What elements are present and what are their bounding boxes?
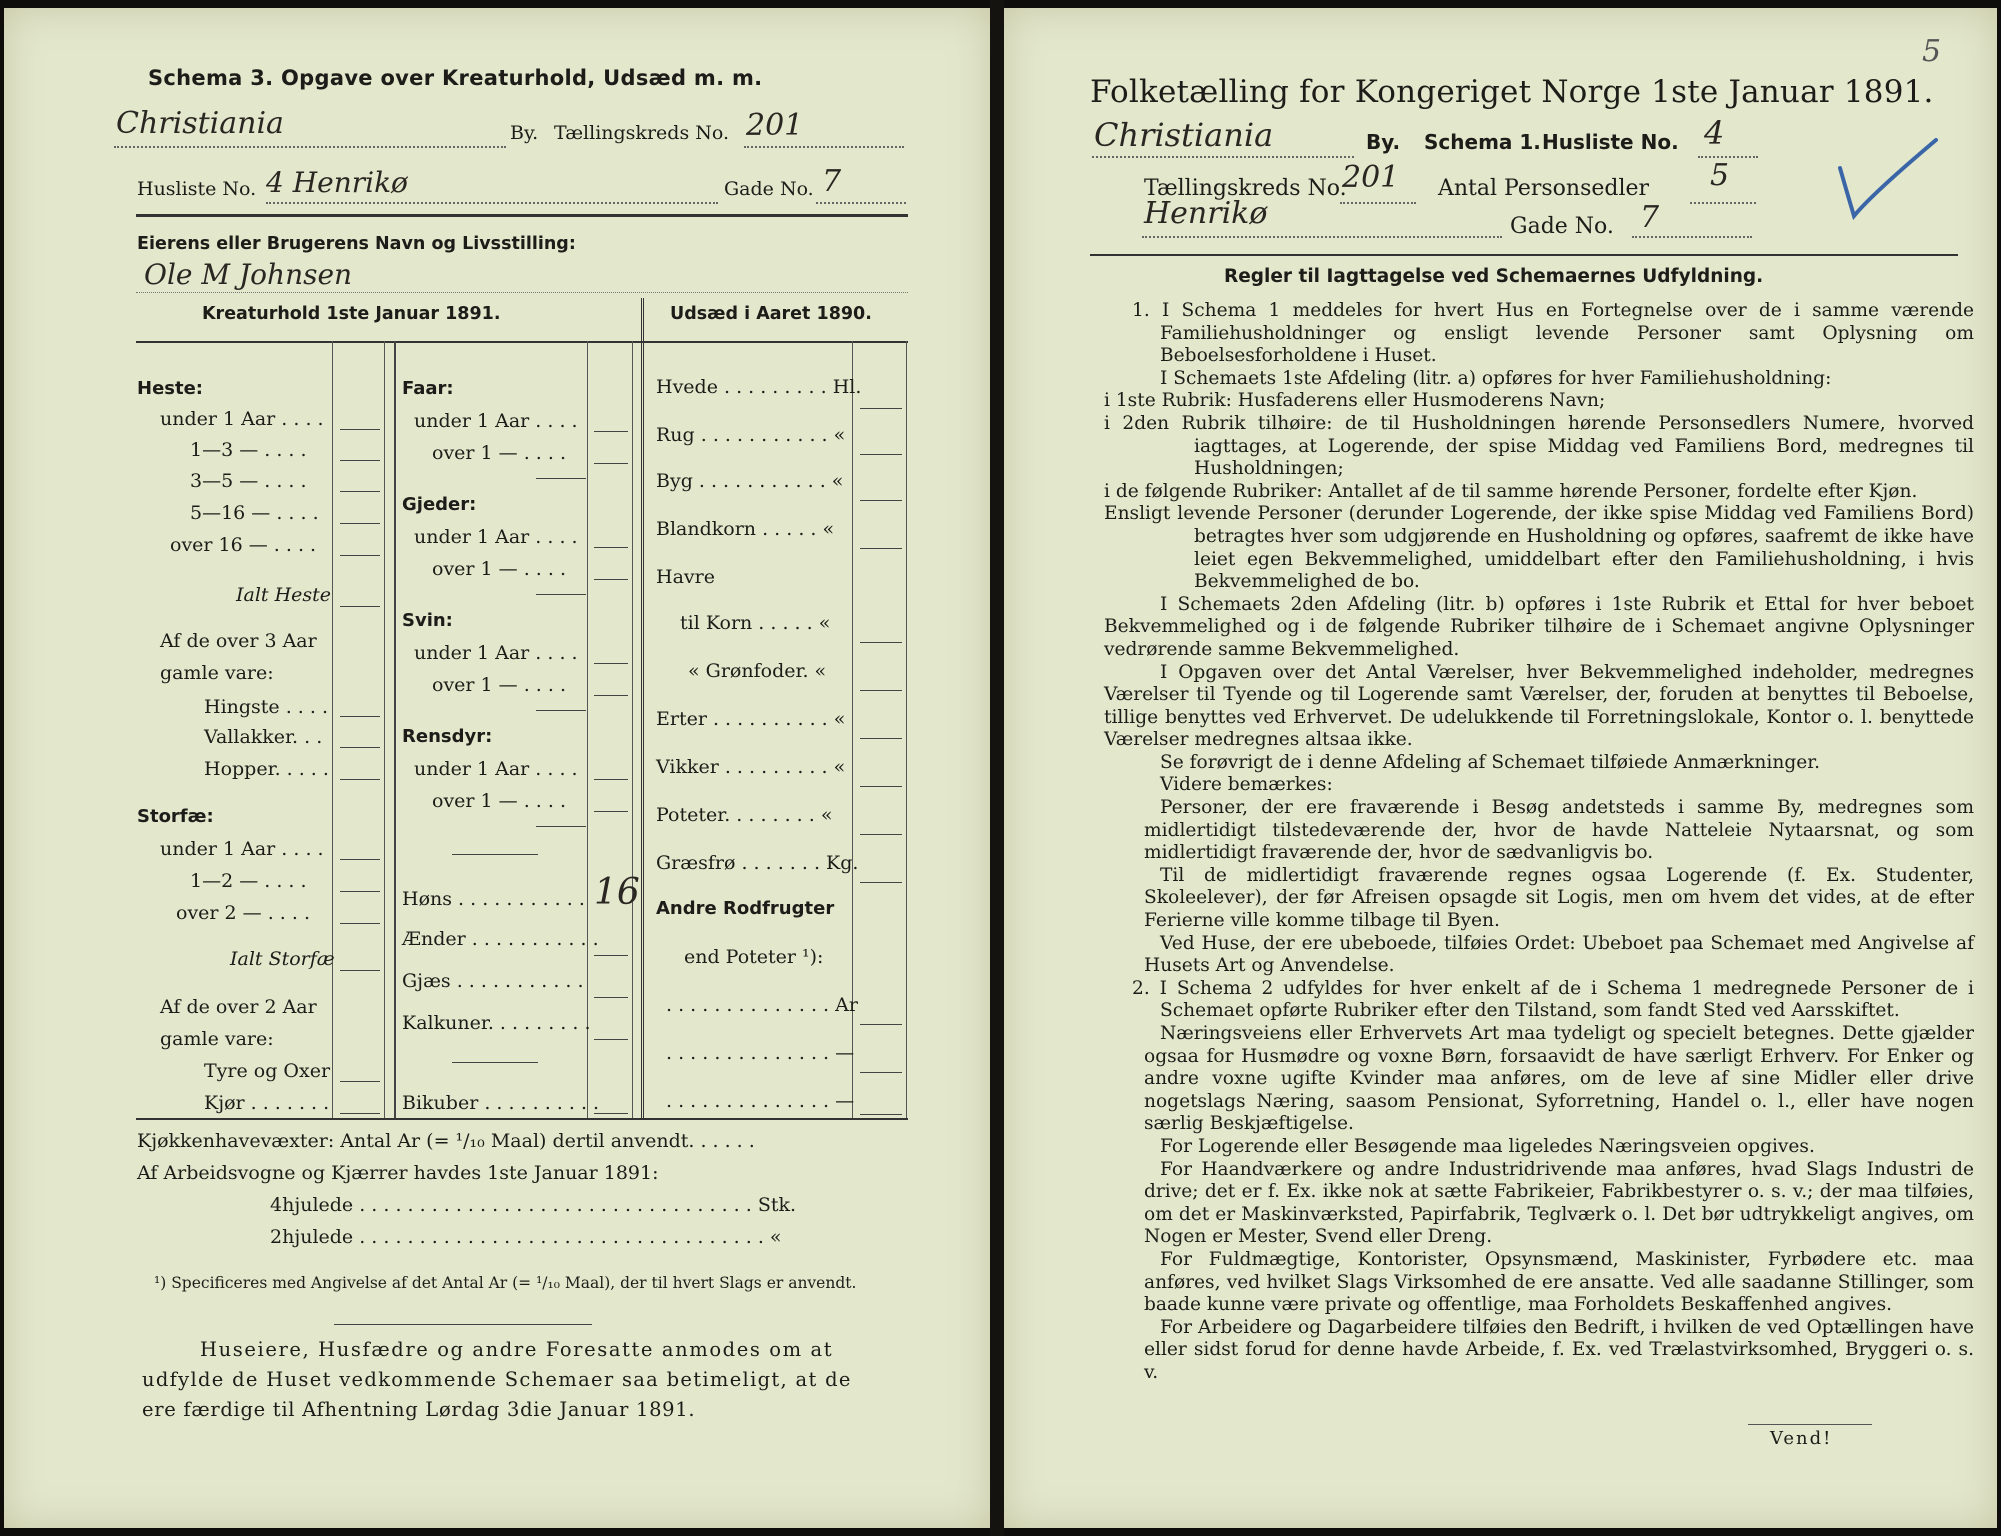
faar-label: Faar: <box>402 378 454 399</box>
rule-paragraph: Ved Huse, der ere ubeboede, tilføies Ordet: Ubeboet paa Schemaet med Angivelse af Husets Art og Anvendelse. <box>1144 932 1974 977</box>
udsaed-row: Byg . . . . . . . . . . . « <box>656 470 844 492</box>
kreatur-row: gamle vare: <box>160 662 274 684</box>
kreatur-row: Kalkuner. . . . . . . . . <box>402 1012 591 1034</box>
rule-paragraph: i 1ste Rubrik: Husfaderens eller Husmoderens Navn; <box>1104 390 1606 412</box>
rules-body <box>1104 300 1974 1385</box>
kreds-label: Tællingskreds No. <box>554 122 729 144</box>
rule-paragraph: Ensligt levende Personer (derunder Logerende, der ikke spise Middag ved Familiens Bord) betragtes hver som udgjørende en Husholdning og opføres, saafremt de ikke have leiet egen Bekvemmelighed, umiddelbart efter den Familiehusholdning, i hvis Bekvemmelighed de bo. <box>1104 503 1974 593</box>
gade-label: Gade No. <box>724 178 814 200</box>
kreatur-row: under 1 Aar . . . . <box>414 410 578 432</box>
book-gutter <box>990 0 1004 1536</box>
kreds-handwritten: 201 <box>1342 160 1400 195</box>
kreatur-row: 5—16 — . . . . <box>190 502 319 524</box>
vogne-line: Af Arbeidsvogne og Kjærrer havdes 1ste Januar 1891: <box>137 1162 659 1184</box>
bottom-note-line3: ere færdige til Afhentning Lørdag 3die Januar 1891. <box>142 1398 696 1421</box>
kreatur-row: 3—5 — . . . . <box>190 470 307 492</box>
rule-paragraph: For Arbeidere og Dagarbeidere tilføies den Bedrift, i hvilken de ved Optællingen have eller sidst forud for denne havde Arbeide, f. Ex. ved Trælastvirksomhed, Bryggeri o. s. v. <box>1144 1316 1974 1383</box>
udsaed-row: Vikker . . . . . . . . . « <box>656 756 846 778</box>
kreatur-row: Hopper. . . . . <box>204 758 329 780</box>
kreatur-row: Hingste . . . . <box>204 696 328 718</box>
kreatur-row: Gjæs . . . . . . . . . . . <box>402 970 584 992</box>
kreatur-row: 1—2 — . . . . <box>190 870 307 892</box>
kreatur-row: Høns . . . . . . . . . . . <box>402 888 585 910</box>
kreds-label: Tællingskreds No. <box>1144 176 1347 201</box>
vend-note: Vend! <box>1770 1428 1833 1449</box>
rule-paragraph: i 2den Rubrik tilhøire: de til Husholdningen hørende Personsedlers Numere, hvorved iagttages, at Logerende, der spise Middag ved Familiens Bord, medregnes til Husholdningen; <box>1104 412 1974 480</box>
checkmark-icon <box>1832 134 1942 234</box>
husliste-label: Husliste No. <box>137 178 257 200</box>
rule-paragraph: Næringsveiens eller Erhvervets Art maa tydeligt og specielt betegnes. Dette gjælder ogsaa for Husmødre og voxne Børn, forsaavidt de have særligt Erhverv. For Enker og andre voxne ugifte Kvinder maa anføres, om de leve af sine Midler eller drive nogetslags Næring, saasom Pensionat, Syforretning, Handel o. l., eller have nogen særlig Beskjæftigelse. <box>1144 1023 1974 1135</box>
rule-paragraph: I Schemaets 2den Afdeling (litr. b) opføres i 1ste Rubrik et Ettal for hver beboet Bekvemmelighed og i de følgende Rubriker tilhøire de i Schemaet angivne Oplysninger vedrørende samme Bekvemmelighed. <box>1104 593 1974 660</box>
rule-paragraph: I Schemaets 1ste Afdeling (litr. a) opføres for hver Familiehusholdning: <box>1160 367 1832 389</box>
udsaed-header: Udsæd i Aaret 1890. <box>670 304 872 324</box>
rule-paragraph: Til de midlertidigt fraværende regnes ogsaa Logerende (f. Ex. Studenter, Skoleelever), der før Afreisen opsagde sit Logis, men om hvem det vides, at de efter Ferierne ville komme tilbage til Byen. <box>1144 864 1974 932</box>
kreatur-row: gamle vare: <box>160 1028 274 1050</box>
kreatur-row: over 1 — . . . . <box>432 674 566 696</box>
antal-label: Antal Personsedler <box>1438 176 1650 201</box>
udsaed-row: Poteter. . . . . . . . « <box>656 804 833 826</box>
hons-handwritten: 16 <box>594 872 640 913</box>
heste-label: Heste: <box>137 378 203 399</box>
udsaed-row: . . . . . . . . . . . . . . Ar <box>666 994 858 1016</box>
rule-paragraph: I Opgaven over det Antal Værelser, hver Bekvemmelighed indeholder, medregnes Værelser til Tyende og til Logerende samt Værelser, der, foruden at benyttes til Beboelse, tillige benyttes ved Erhvervet. De udelukkende til Forretningslokale, Kontor o. l. benyttede Værelser medregnes altsaa ikke. <box>1104 661 1974 751</box>
udsaed-row: Rug . . . . . . . . . . . « <box>656 424 846 446</box>
to-hjulede-line: 2hjulede . . . . . . . . . . . . . . . . . . . . . . . . . . . . . . . . . . « <box>270 1226 782 1248</box>
eier-handwritten: Ole M Johnsen <box>144 258 353 291</box>
udsaed-row: end Poteter ¹): <box>684 946 824 968</box>
kreatur-row: under 1 Aar . . . . <box>414 642 578 664</box>
udsaed-row: Havre <box>656 566 715 588</box>
by-label: By. <box>510 122 539 144</box>
kreatur-header: Kreaturhold 1ste Januar 1891. <box>202 304 501 324</box>
kreatur-row: under 1 Aar . . . . <box>160 838 324 860</box>
kreatur-row: over 1 — . . . . <box>432 442 566 464</box>
rule-paragraph: 1. I Schema 1 meddeles for hvert Hus en Fortegnelse over de i samme værende Familiehusholdninger og ensligt levende Personer samt Oplysning om Beboelsesforholdene i Huset. <box>1132 300 1974 367</box>
ialt-storfae: Ialt Storfæ <box>230 948 335 970</box>
eier-label: Eierens eller Brugerens Navn og Livsstilling: <box>137 234 576 254</box>
page-number: 5 <box>1922 34 1942 69</box>
census-title: Folketælling for Kongeriget Norge 1ste Januar 1891. <box>1090 74 1934 110</box>
gade-handwritten: 7 <box>822 164 842 199</box>
gjeder-label: Gjeder: <box>402 494 477 515</box>
udsaed-row: Andre Rodfrugter <box>656 898 835 919</box>
city-handwritten: Christiania <box>116 106 284 141</box>
bottom-note-line2: udfylde de Huset vedkommende Schemaer saa betimeligt, at de <box>142 1368 852 1391</box>
kreatur-row: Vallakker. . . <box>204 726 323 748</box>
udsaed-row: Blandkorn . . . . . « <box>656 518 835 540</box>
kreatur-row: Kjør . . . . . . . <box>204 1092 330 1114</box>
kreatur-row: Bikuber . . . . . . . . . . <box>402 1092 600 1114</box>
rule-paragraph: Se forøvrigt de i denne Afdeling af Schemaet tilføiede Anmærkninger. <box>1160 751 1820 773</box>
kreatur-row: Af de over 2 Aar <box>160 996 317 1018</box>
kreatur-row: over 1 — . . . . <box>432 790 566 812</box>
ialt-heste: Ialt Heste <box>236 584 332 606</box>
udsaed-row: til Korn . . . . . « <box>680 612 831 634</box>
kreatur-row: over 16 — . . . . <box>170 534 317 556</box>
rule-paragraph: Personer, der ere fraværende i Besøg andetsteds i samme By, medregnes som midlertidigt tilstedeværende der, hvor de havde Natteleie Nytaarsnat, og som midlertidigt fraværende der, hvor de sædvanligvis bo. <box>1144 797 1974 864</box>
udsaed-row: « Grønfoder. « <box>688 660 827 682</box>
rule-paragraph: Videre bemærkes: <box>1160 774 1333 796</box>
svin-label: Svin: <box>402 610 453 631</box>
bottom-note-line1: Huseiere, Husfædre og andre Foresatte anmodes om at <box>200 1338 834 1361</box>
left-page <box>4 8 990 1528</box>
kreatur-row: under 1 Aar . . . . <box>414 758 578 780</box>
kreatur-row: under 1 Aar . . . . <box>414 526 578 548</box>
city-handwritten: Christiania <box>1094 116 1274 154</box>
husliste-handwritten: 4 Henrikø <box>266 166 408 199</box>
udsaed-row: Græsfrø . . . . . . . Kg. <box>656 852 859 874</box>
kreatur-row: under 1 Aar . . . . <box>160 408 324 430</box>
kreatur-row: Ænder . . . . . . . . . . . <box>402 928 599 950</box>
schema3-title: Schema 3. Opgave over Kreaturhold, Udsæd m. m. <box>148 66 763 90</box>
kreatur-row: Af de over 3 Aar <box>160 630 317 652</box>
rule-paragraph: i de følgende Rubriker: Antallet af de til samme hørende Personer, fordelte efter Kjøn. <box>1104 480 1918 502</box>
right-page <box>1004 8 1997 1528</box>
schema-label: Schema 1. <box>1424 130 1541 154</box>
udsaed-row: Erter . . . . . . . . . . « <box>656 708 846 730</box>
kreatur-row: over 1 — . . . . <box>432 558 566 580</box>
rule-paragraph: For Haandværkere og andre Industridrivende maa anføres, hvad Slags Industri de drive; det er f. Ex. ikke nok at sætte Fabrikeier, Fabrikbestyrer o. s. v.; der maa tilføies, om det er Maskinværksted, Papirfabrik, Teglværk o. l. Det bør udtrykkeligt angives, om Nogen er Mester, Svend eller Dreng. <box>1144 1158 1974 1248</box>
antal-handwritten: 5 <box>1710 158 1730 193</box>
udsaed-row: . . . . . . . . . . . . . . — <box>666 1042 855 1064</box>
storfae-label: Storfæ: <box>137 806 214 827</box>
rule-paragraph: For Logerende eller Besøgende maa ligeledes Næringsveien opgives. <box>1160 1135 1815 1157</box>
rule-paragraph: For Fuldmægtige, Kontorister, Opsynsmænd, Maskinister, Fyrbødere etc. maa anføres, ved hvilket Slags Virksomhed de ere ansatte. Ved alle saadanne Stillinger, som baade kunne være private og offentlige, maa Forholdets Beskaffenhed angives. <box>1144 1248 1974 1316</box>
kjokkenhave-line: Kjøkkenhavevæxter: Antal Ar (= ¹/₁₀ Maal) dertil anvendt. . . . . . <box>137 1130 755 1152</box>
by-label: By. <box>1366 130 1401 154</box>
rule-paragraph: 2. I Schema 2 udfyldes for hver enkelt af de i Schema 1 medregnede Personer de i Schemaet opførte Rubriker efter den Tilstand, som fandt Sted ved Aarsskiftet. <box>1132 977 1974 1022</box>
kreatur-row: Tyre og Oxer <box>204 1060 331 1082</box>
husliste-label: Husliste No. <box>1542 130 1679 154</box>
husliste-handwritten: 4 <box>1704 114 1725 152</box>
gade-label: Gade No. <box>1510 214 1614 239</box>
footnote: ¹) Specificeres med Angivelse af det Antal Ar (= ¹/₁₀ Maal), der til hvert Slags er anvendt. <box>154 1274 857 1292</box>
kreatur-row: over 2 — . . . . <box>176 902 310 924</box>
rules-title: Regler til Iagttagelse ved Schemaernes Udfyldning. <box>1224 266 1764 287</box>
fire-hjulede-line: 4hjulede . . . . . . . . . . . . . . . . . . . . . . . . . . . . . . . . . Stk. <box>270 1194 797 1216</box>
gade-handwritten: Henrikø <box>1144 196 1268 231</box>
rensdyr-label: Rensdyr: <box>402 726 493 747</box>
udsaed-row: . . . . . . . . . . . . . . — <box>666 1090 855 1112</box>
gade-no-handwritten: 7 <box>1640 200 1660 235</box>
kreatur-row: 1—3 — . . . . <box>190 439 307 461</box>
kreds-handwritten: 201 <box>746 108 804 143</box>
udsaed-row: Hvede . . . . . . . . . Hl. <box>656 376 862 398</box>
